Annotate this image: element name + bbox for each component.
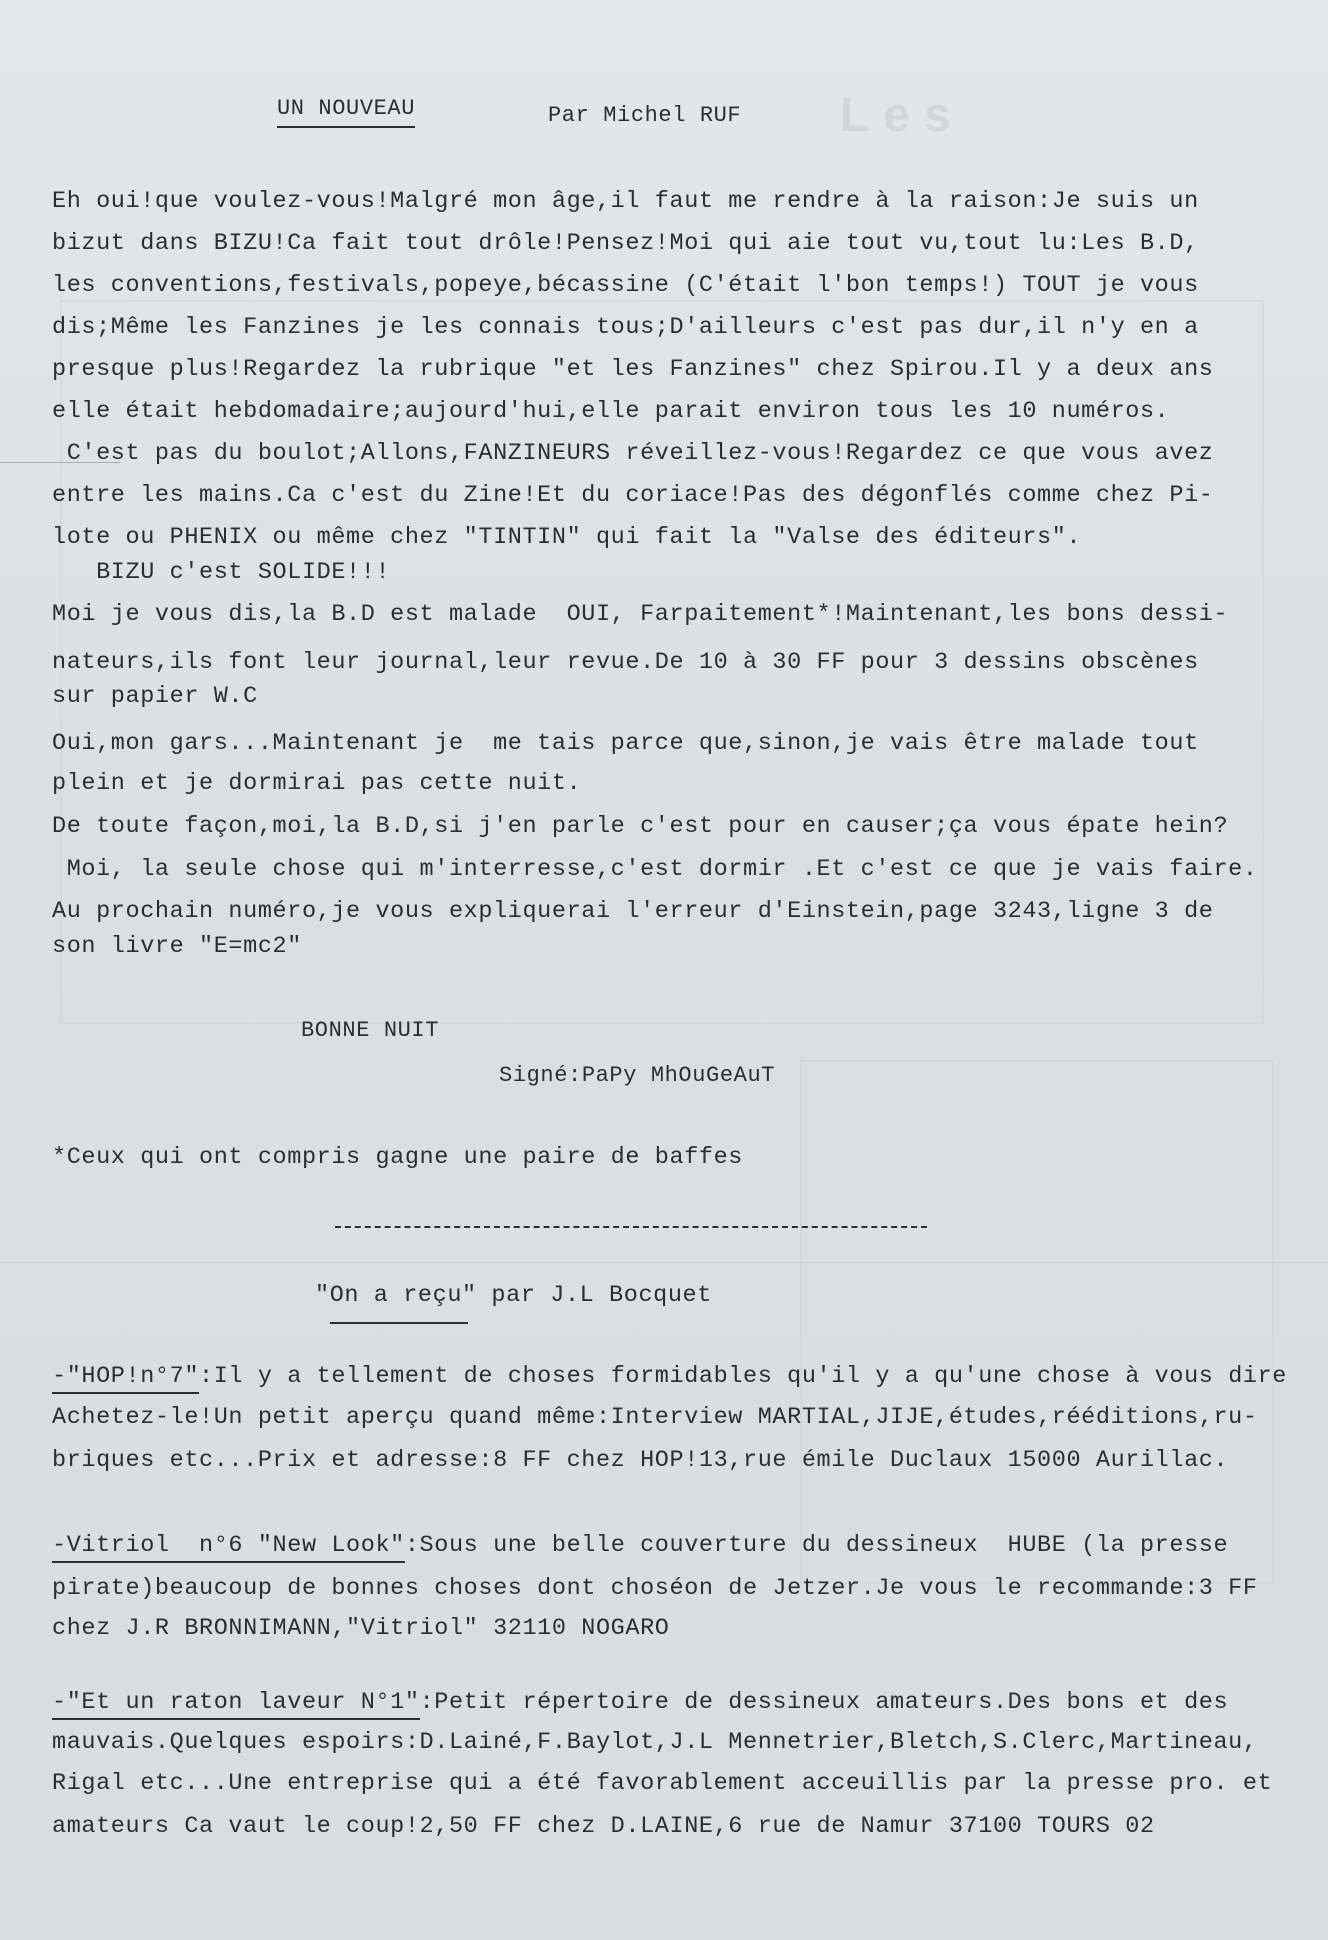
- show-through-panel: [800, 1060, 1274, 1584]
- section-title: "On a reçu" par J.L Bocquet: [315, 1282, 712, 1309]
- review-line: pirate)beaucoup de bonnes choses dont choséon de Jetzer.Je vous le recommande:3 FF: [52, 1575, 1258, 1602]
- show-through-heading: Les: [840, 89, 965, 142]
- review-heading: -Vitriol n°6 "New Look": [52, 1532, 405, 1563]
- review-line: :Sous une belle couverture du dessineux HUBE (la presse: [404, 1532, 1229, 1559]
- article-line: bizut dans BIZU!Ca fait tout drôle!Pensez!Moi qui aie tout vu,tout lu:Les B.D,: [52, 230, 1199, 257]
- review-heading: -"Et un raton laveur N°1": [52, 1689, 420, 1720]
- closing-text: BONNE NUIT: [301, 1018, 440, 1043]
- section-divider: [335, 1226, 927, 1228]
- article-byline: Par Michel RUF: [548, 103, 742, 128]
- review-line: mauvais.Quelques espoirs:D.Lainé,F.Baylot,J.L Mennetrier,Bletch,S.Clerc,Martineau,: [52, 1729, 1258, 1756]
- review-line: amateurs Ca vaut le coup!2,50 FF chez D.LAINE,6 rue de Namur 37100 TOURS 02: [52, 1813, 1155, 1840]
- review-line: :Petit répertoire de dessineux amateurs.Des bons et des: [419, 1689, 1229, 1716]
- article-line: plein et je dormirai pas cette nuit.: [52, 770, 582, 797]
- signature: Signé:PaPy MhOuGeAuT: [499, 1063, 776, 1088]
- review-line: chez J.R BRONNIMANN,"Vitriol" 32110 NOGARO: [52, 1615, 670, 1642]
- article-line: son livre "E=mc2": [52, 933, 302, 960]
- article-line: les conventions,festivals,popeye,bécassine (C'était l'bon temps!) TOUT je vous: [52, 272, 1199, 299]
- article-title: UN NOUVEAU: [277, 94, 415, 128]
- article-line: BIZU c'est SOLIDE!!!: [52, 559, 391, 586]
- review-heading: -"HOP!n°7": [52, 1363, 199, 1394]
- article-line: Au prochain numéro,je vous expliquerai l'erreur d'Einstein,page 3243,ligne 3 de: [52, 898, 1214, 925]
- review-entry: [52, 1688, 1228, 1718]
- article-line: lote ou PHENIX ou même chez "TINTIN" qui fait la "Valse des éditeurs".: [52, 524, 1082, 551]
- article-line: De toute façon,moi,la B.D,si j'en parle c'est pour en causer;ça vous épate hein?: [52, 813, 1229, 840]
- footnote: *Ceux qui ont compris gagne une paire de baffes: [52, 1144, 744, 1171]
- article-line: Moi je vous dis,la B.D est malade OUI, Farpaitement*!Maintenant,les bons dessi-: [52, 601, 1229, 628]
- article-line: presque plus!Regardez la rubrique "et les Fanzines" chez Spirou.Il y a deux ans: [52, 356, 1214, 383]
- article-line: elle était hebdomadaire;aujourd'hui,elle parait environ tous les 10 numéros.: [52, 398, 1170, 425]
- article-line: Moi, la seule chose qui m'interresse,c'est dormir .Et c'est ce que je vais faire.: [52, 856, 1258, 883]
- review-line: Achetez-le!Un petit aperçu quand même:Interview MARTIAL,JIJE,études,rééditions,ru-: [52, 1404, 1258, 1431]
- article-line: Oui,mon gars...Maintenant je me tais parce que,sinon,je vais être malade tout: [52, 730, 1199, 757]
- paper-crease: [0, 1262, 1328, 1263]
- review-line: briques etc...Prix et adresse:8 FF chez HOP!13,rue émile Duclaux 15000 Aurillac.: [52, 1447, 1229, 1474]
- article-line: sur papier W.C: [52, 683, 258, 710]
- article-line: dis;Même les Fanzines je les connais tous;D'ailleurs c'est pas dur,il n'y en a: [52, 314, 1199, 341]
- review-entry: [52, 1362, 1287, 1392]
- review-line: Rigal etc...Une entreprise qui a été favorablement acceuillis par la presse pro. et: [52, 1770, 1273, 1797]
- title-underline: [330, 1322, 468, 1324]
- article-line: entre les mains.Ca c'est du Zine!Et du coriace!Pas des dégonflés comme chez Pi-: [52, 482, 1214, 509]
- article-line: C'est pas du boulot;Allons,FANZINEURS réveillez-vous!Regardez ce que vous avez: [52, 440, 1214, 467]
- review-entry: [52, 1531, 1228, 1561]
- article-line: nateurs,ils font leur journal,leur revue.De 10 à 30 FF pour 3 dessins obscènes: [52, 649, 1199, 676]
- review-line: :Il y a tellement de choses formidables qu'il y a qu'une chose à vous dire: [199, 1363, 1288, 1390]
- article-line: Eh oui!que voulez-vous!Malgré mon âge,il faut me rendre à la raison:Je suis un: [52, 188, 1199, 215]
